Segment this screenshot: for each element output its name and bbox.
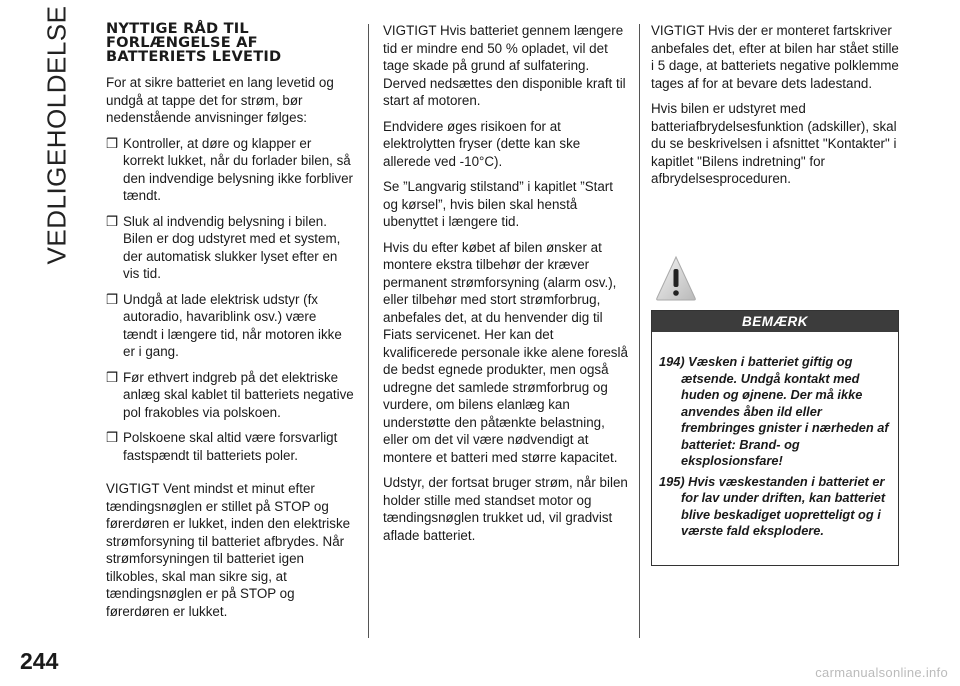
section-side-title: VEDLIGEHOLDELSE bbox=[41, 5, 72, 265]
checkbox-icon: ❒ bbox=[106, 291, 119, 307]
column-3 bbox=[651, 22, 899, 196]
important-paragraph: VIGTIGT Vent mindst et minut efter tændingsnøglen er stillet på STOP og førerdøren er lukket, inden den elektriske strømforsyning til batteriet afbrydes. Når strømforsyningen til batteriet igen tilkobles, skal man sikre sig, at tændingsnøglen er på STOP og førerdøren er lukket. bbox=[106, 481, 351, 619]
footer-watermark: carmanualsonline.info bbox=[815, 665, 948, 680]
checkbox-icon: ❒ bbox=[106, 213, 119, 229]
paragraph: VIGTIGT Hvis der er monteret fartskriver anbefales det, efter at bilen har stået stille i 5 dage, at batteriets negative polklemme tages af for at bevare dets ladestand. bbox=[651, 23, 899, 91]
note-box bbox=[651, 310, 899, 566]
paragraph: Endvidere øges risikoen for at elektrolytten fryser (dette kan ske allerede ved -10°C). bbox=[383, 118, 581, 169]
checkbox-icon: ❒ bbox=[106, 430, 119, 445]
note-title: BEMÆRK bbox=[652, 311, 898, 332]
tips-list bbox=[106, 135, 354, 465]
warning-triangle-icon bbox=[654, 254, 698, 302]
note-item: 195) Hvis væskestanden i batteriet er for lav under driften, kan batteriet blive beskadiget uopretteligt og i værste fald eksplodere. bbox=[659, 473, 886, 538]
column-2 bbox=[383, 22, 631, 552]
list-item: ❒ Før ethvert indgreb på det elektriske anlæg skal kablet til batteriets negative pol frakobles via polskoen. bbox=[106, 369, 354, 420]
paragraph: VIGTIGT Hvis batteriet gennem længere tid er mindre end 50 % opladet, vil det tage skade på grund af sulfatering. Derved nedsættes den disponible kraft til start af motoren. bbox=[383, 23, 626, 108]
column-divider bbox=[639, 24, 640, 638]
list-item: ❒ Undgå at lade elektrisk udstyr (fx autoradio, havariblink osv.) være tændt i længere tid, når motoren ikke er i gang. bbox=[106, 291, 342, 359]
list-item: ❒ Sluk al indvendig belysning i bilen. Bilen er dog udstyret med et system, der automatisk slukker lyset efter en vis tid. bbox=[106, 213, 341, 281]
list-item: ❒ Polskoene skal altid være forsvarligt fastspændt til batteriets poler. bbox=[106, 430, 338, 463]
intro-paragraph: For at sikre batteriet en lang levetid og undgå at tappe det for strøm, bør nedenstående anvisninger følges: bbox=[106, 75, 334, 125]
column-1 bbox=[106, 22, 354, 628]
paragraph: Hvis du efter købet af bilen ønsker at montere ekstra tilbehør der kræver permanent strømforsyning (alarm osv.), eller tilbehør med stort strømforbrug, anbefales det, at du henvender dig til Fiats servicenet. Her kan det kvalificerede personale ikke alene foreslå de bedst egnede produkter, men også udregne det samlede strømforbrug og vurdere, om bilens elanlæg kan understøtte den påtænkte belastning, eller om det vil være nødvendigt at montere et batteri med større kapacitet. bbox=[383, 239, 628, 465]
paragraph: Se ”Langvarig stilstand” i kapitlet ”Start og kørsel”, hvis bilen skal henstå ubenyttet i længere tid. bbox=[383, 179, 613, 229]
column-divider bbox=[368, 24, 369, 638]
list-item: ❒ Kontroller, at døre og klapper er korrekt lukket, når du forlader bilen, så den indvendige belysning ikke forbliver tændt. bbox=[106, 135, 354, 203]
paragraph: Hvis bilen er udstyret med batteriafbrydelsesfunktion (adskiller), skal du se beskrivelsen i afsnittet "Kontakter" i kapitlet "Bilens indretning" for afbrydelsesproceduren. bbox=[651, 101, 897, 186]
checkbox-icon: ❒ bbox=[106, 135, 119, 151]
section-heading: NYTTIGE RÅD TIL FORLÆNGELSE AF BATTERIETS LEVETID bbox=[106, 20, 282, 65]
paragraph: Udstyr, der fortsat bruger strøm, når bilen holder stille med standset motor og tændingsnøglen trukket ud, vil gradvist aflade batteriet. bbox=[383, 475, 628, 543]
page-number: 244 bbox=[20, 648, 59, 674]
checkbox-icon: ❒ bbox=[106, 369, 119, 385]
note-item: 194) Væsken i batteriet giftig og ætsende. Undgå kontakt med huden og øjnene. Der må ikke anvendes åben ild eller frembringes gnister i nærheden af batteriet: Brand- og eksplosionsfare! bbox=[659, 354, 889, 468]
